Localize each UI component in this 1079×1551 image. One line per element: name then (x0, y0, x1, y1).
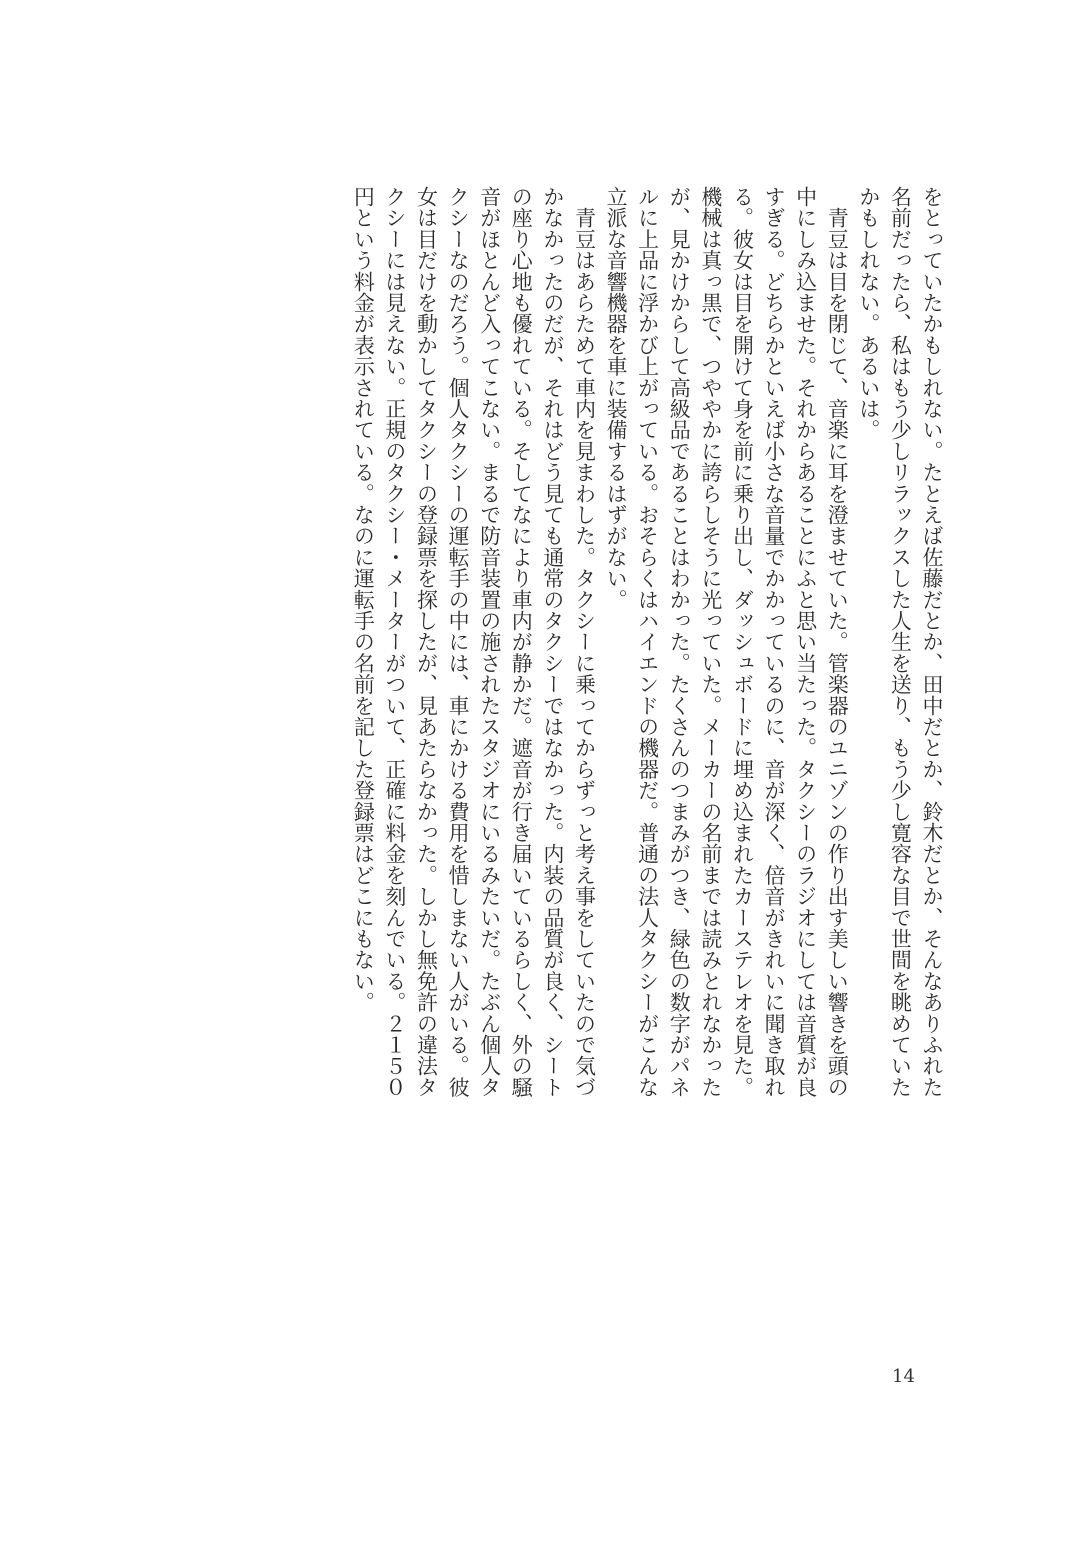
text-line: 中にしみ込ませた。それからあることにふと思い当たった。タクシーのラジオにしては音質が良 (793, 186, 818, 1098)
text-line: 名前だったら、私はもう少しリラックスした人生を送り、もう少し寛容な目で世間を眺めていた (888, 186, 913, 1098)
text-line: ルに上品に浮かび上がっている。おそらくはハイエンドの機器だ。普通の法人タクシーがこんな (635, 186, 660, 1098)
text-line: すぎる。どちらかといえば小さな音量でかかっているのに、音が深く、倍音がきれいに聞き取れ (762, 186, 787, 1098)
vertical-text-body (347, 186, 947, 1246)
text-line: 機械は真っ黒で、つややかに誇らしそうに光っていた。メーカーの名前までは読みとれなかった (698, 186, 723, 1098)
text-line: クシーには見えない。正規のタクシー・メーターがついて、正確に料金を刻んでいる。２１５０ (382, 186, 407, 1098)
text-line: 青豆はあらためて車内を見まわした。タクシーに乗ってからずっと考え事をしていたので気づ (572, 186, 597, 1098)
text-line: が、見かけからして高級品であることはわかった。たくさんのつまみがつき、緑色の数字がパネ (667, 186, 692, 1098)
page-number: 14 (892, 1366, 915, 1387)
text-line: る。彼女は目を開けて身を前に乗り出し、ダッシュボードに埋め込まれたカーステレオを見た。 (730, 186, 755, 1098)
text-line: クシーなのだろう。個人タクシーの運転手の中には、車にかける費用を惜しまない人がいる。彼 (446, 186, 471, 1098)
text-line: の座り心地も優れている。そしてなにより車内が静かだ。遮音が行き届いているらしく、外の騒 (509, 186, 534, 1098)
text-line: 立派な音響機器を車に装備するはずがない。 (604, 186, 629, 610)
text-line: かもしれない。あるいは。 (856, 186, 881, 441)
text-line: 円という料金が表示されている。なのに運転手の名前を記した登録票はどこにもない。 (351, 186, 376, 1013)
text-line: をとっていたかもしれない。たとえば佐藤だとか、田中だとか、鈴木だとか、そんなありふれた (920, 186, 944, 1098)
text-line: かなかったのだが、それはどう見ても通常のタクシーではなかった。内装の品質が良く、シート (540, 186, 565, 1098)
text-line: 音がほとんど入ってこない。まるで防音装置の施されたスタジオにいるみたいだ。たぶん個人タ (477, 186, 502, 1098)
text-line: 女は目だけを動かしてタクシーの登録票を探したが、見あたらなかった。しかし無免許の違法タ (414, 186, 439, 1098)
text-line: 青豆は目を閉じて、音楽に耳を澄ませていた。管楽器のユニゾンの作り出す美しい響きを頭の (825, 186, 850, 1098)
